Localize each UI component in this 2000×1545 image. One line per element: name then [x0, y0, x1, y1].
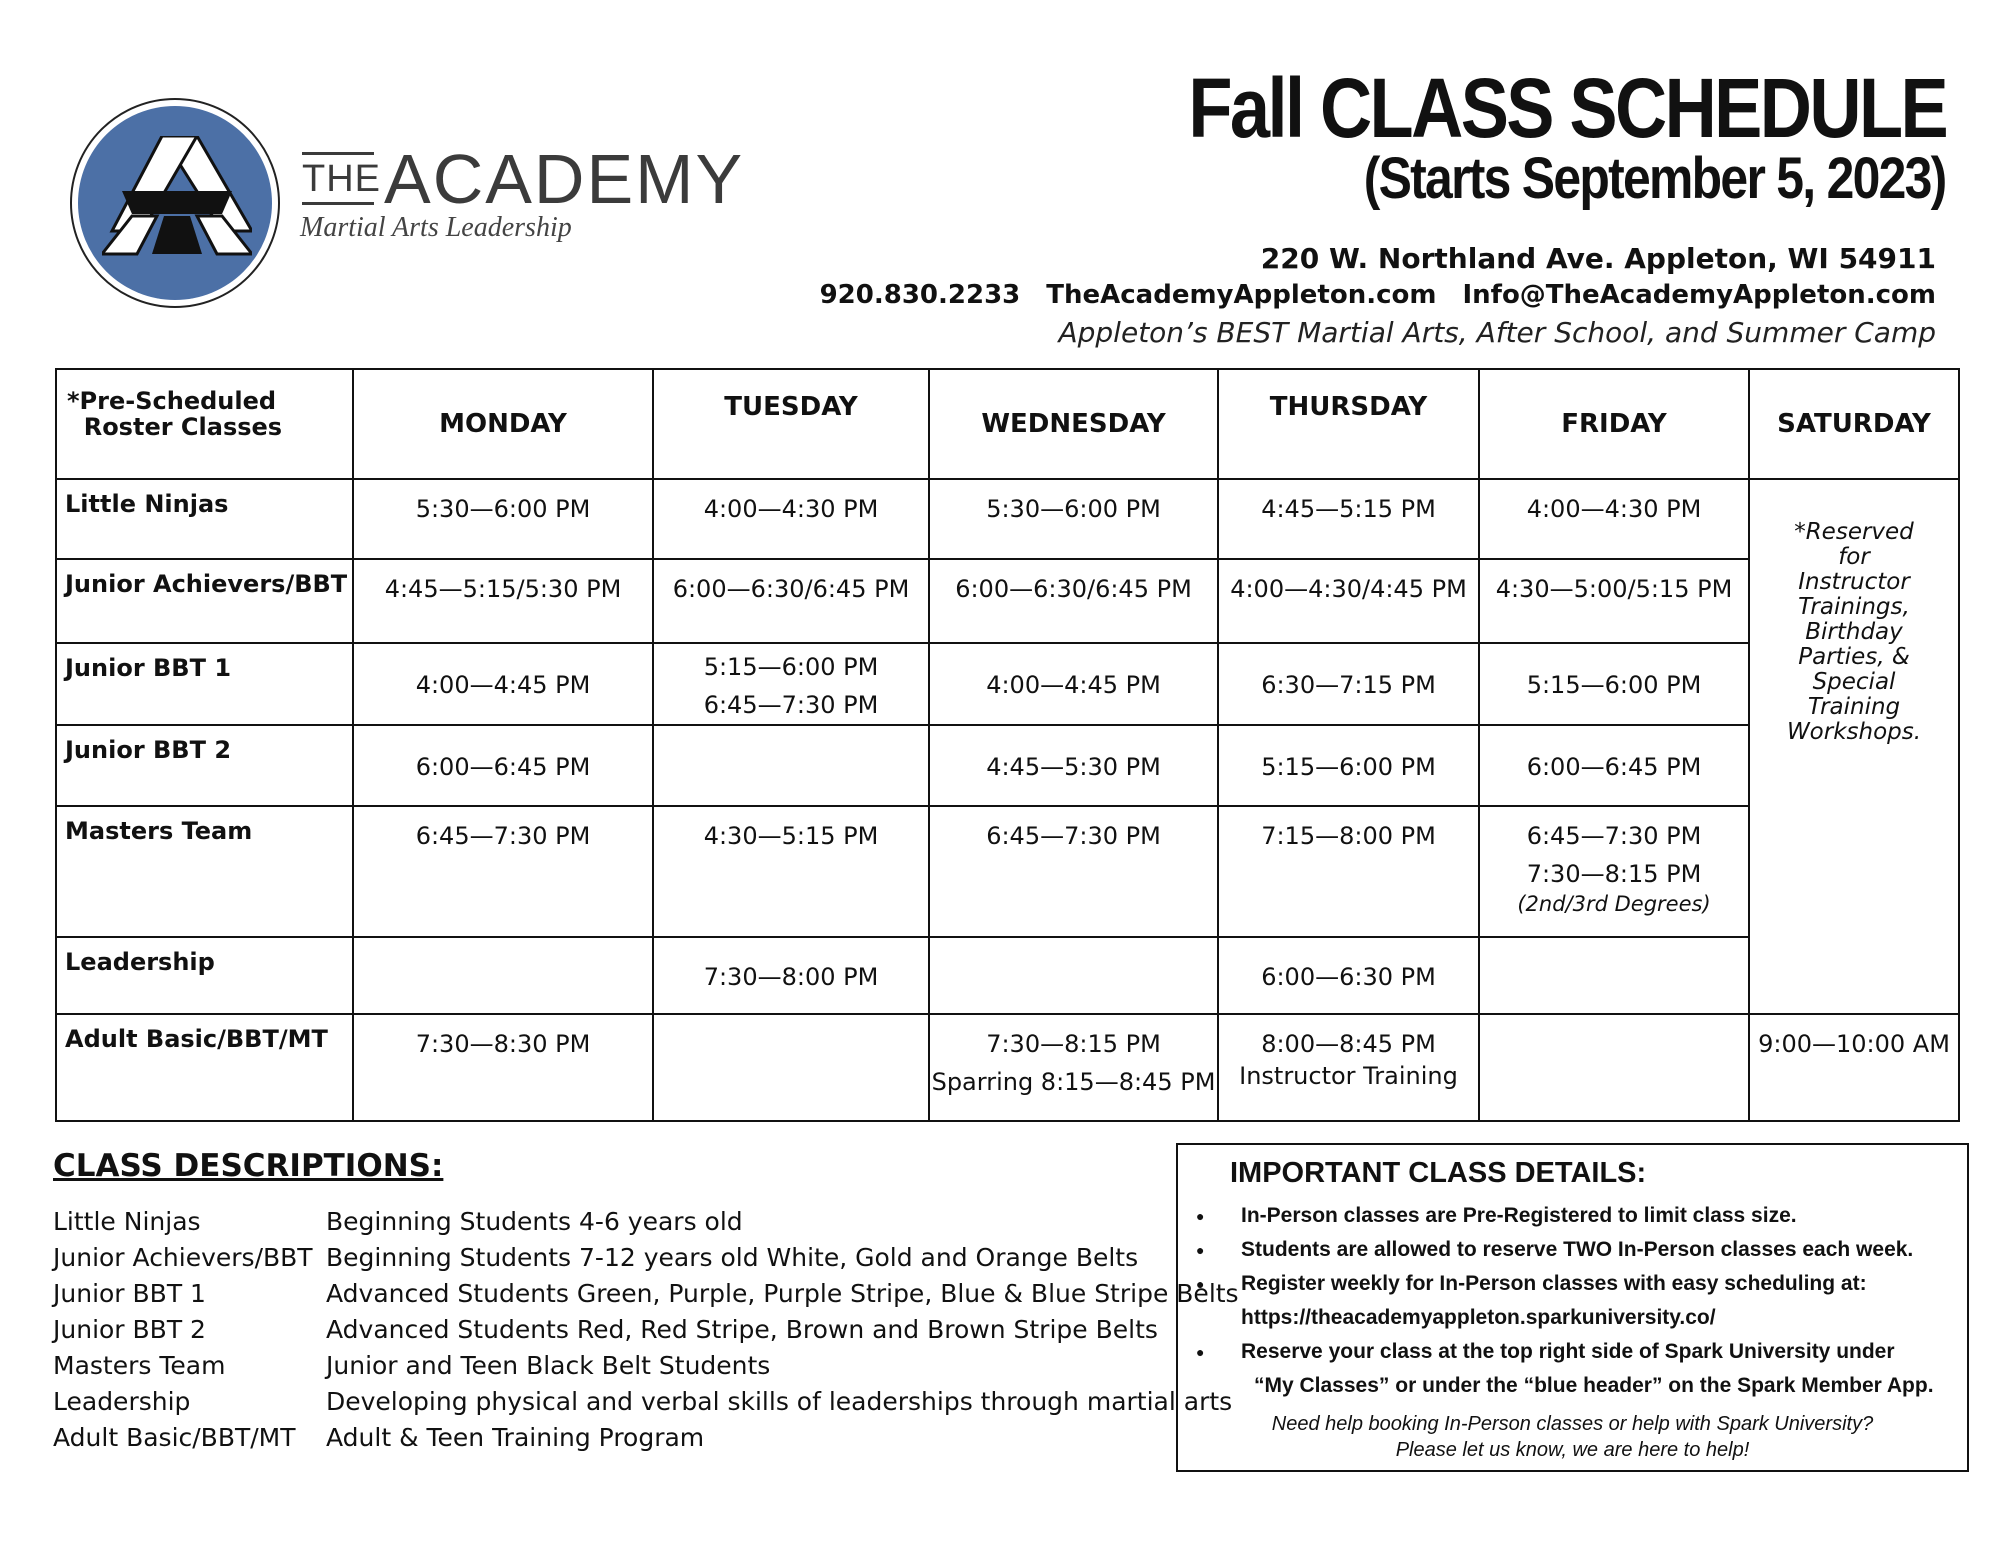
- table-row: [56, 479, 1959, 559]
- time-cell: 9:00—10:00 AM: [1749, 1014, 1959, 1121]
- description-name: Adult Basic/BBT/MT: [53, 1423, 296, 1452]
- time-cell: 4:45—5:15/5:30 PM: [353, 559, 653, 643]
- logo-background: [78, 106, 272, 300]
- time-cell: [1479, 1014, 1749, 1121]
- time-cell: [1218, 1014, 1479, 1121]
- time-cell: 4:00—4:30 PM: [1479, 479, 1749, 559]
- time-note: Instructor Training: [1239, 1062, 1458, 1090]
- table-row: [56, 1014, 1959, 1121]
- corner-label: *Pre-Scheduled Roster Classes: [56, 369, 353, 479]
- details-title: IMPORTANT CLASS DETAILS:: [1230, 1157, 1647, 1189]
- time-slot: 7:30—8:15 PM: [1526, 860, 1702, 888]
- time-slot: 8:00—8:45 PM: [1261, 1030, 1436, 1058]
- day-tuesday: TUESDAY: [653, 369, 929, 479]
- time-cell: 4:00—4:30 PM: [653, 479, 929, 559]
- academy-logo-icon: [102, 136, 252, 256]
- page-title: Fall CLASS SCHEDULE: [1188, 61, 1946, 155]
- detail-item: ● In-Person classes are Pre-Registered to limit class size.: [1196, 1199, 1934, 1233]
- description-name: Junior BBT 2: [53, 1315, 206, 1344]
- class-label: Junior Achievers/BBT: [56, 559, 353, 643]
- time-cell: 6:00—6:30 PM: [1218, 937, 1479, 1014]
- time-cell: 6:00—6:45 PM: [353, 725, 653, 806]
- time-cell: 4:00—4:30/4:45 PM: [1218, 559, 1479, 643]
- important-details-box: [1176, 1143, 1969, 1472]
- time-cell: 6:00—6:30/6:45 PM: [929, 559, 1218, 643]
- detail-item: ● Reserve your class at the top right side of Spark University under: [1196, 1335, 1934, 1369]
- table-row: [56, 937, 1959, 1014]
- academy-logo: [70, 98, 280, 308]
- description-name: Little Ninjas: [53, 1207, 201, 1236]
- detail-item: ● Students are allowed to reserve TWO In-Person classes each week.: [1196, 1233, 1934, 1267]
- header-row: [56, 369, 1959, 479]
- class-label: Masters Team: [56, 806, 353, 937]
- time-slot: 5:15—6:00 PM: [703, 653, 879, 681]
- details-list: [1196, 1199, 1934, 1403]
- class-label: Leadership: [56, 937, 353, 1014]
- brand-name: ACADEMY: [384, 140, 745, 218]
- description-text: Adult & Teen Training Program: [326, 1423, 705, 1452]
- day-monday: MONDAY: [353, 369, 653, 479]
- table-row: [56, 725, 1959, 806]
- time-cell: 4:45—5:30 PM: [929, 725, 1218, 806]
- class-label: Junior BBT 2: [56, 725, 353, 806]
- time-cell: 5:30—6:00 PM: [929, 479, 1218, 559]
- class-label: Little Ninjas: [56, 479, 353, 559]
- table-row: [56, 643, 1959, 725]
- phone: 920.830.2233: [819, 280, 1021, 310]
- time-cell: 4:30—5:00/5:15 PM: [1479, 559, 1749, 643]
- schedule-table: [55, 368, 1960, 1122]
- list-item: [53, 1204, 1239, 1240]
- time-slot: Sparring 8:15—8:45 PM: [931, 1068, 1216, 1096]
- time-cell: [1479, 937, 1749, 1014]
- time-cell: 4:00—4:45 PM: [929, 643, 1218, 725]
- time-cell: [653, 725, 929, 806]
- motto: Appleton’s BEST Martial Arts, After School, and Summer Camp: [1058, 316, 1936, 349]
- time-cell: 7:30—8:00 PM: [653, 937, 929, 1014]
- day-wednesday: WEDNESDAY: [929, 369, 1218, 479]
- description-text: Advanced Students Green, Purple, Purple Stripe, Blue & Blue Stripe Belts: [326, 1279, 1239, 1308]
- list-item: [53, 1348, 1239, 1384]
- time-slot: 6:45—7:30 PM: [1526, 822, 1702, 850]
- time-cell: 7:15—8:00 PM: [1218, 806, 1479, 937]
- time-cell: [929, 937, 1218, 1014]
- time-slot: 7:30—8:15 PM: [986, 1030, 1161, 1058]
- help-line: Need help booking In-Person classes or help with Spark University?: [1271, 1413, 1874, 1435]
- class-label: Junior BBT 1: [56, 643, 353, 725]
- description-name: Leadership: [53, 1387, 191, 1416]
- list-item: [53, 1384, 1239, 1420]
- detail-item: ● Register weekly for In-Person classes with easy scheduling at:: [1196, 1267, 1934, 1301]
- email-link[interactable]: Info@TheAcademyAppleton.com: [1462, 280, 1936, 310]
- brand-the: THE: [302, 158, 381, 201]
- day-thursday: THURSDAY: [1218, 369, 1479, 479]
- time-cell: 5:30—6:00 PM: [353, 479, 653, 559]
- time-cell: 5:15—6:00 PM: [1479, 643, 1749, 725]
- description-text: Beginning Students 4-6 years old: [326, 1207, 743, 1236]
- time-cell: 7:30—8:30 PM: [353, 1014, 653, 1121]
- table-row: [56, 806, 1959, 937]
- time-cell: 6:00—6:30/6:45 PM: [653, 559, 929, 643]
- address: 220 W. Northland Ave. Appleton, WI 54911: [1260, 242, 1936, 275]
- time-cell: 4:45—5:15 PM: [1218, 479, 1479, 559]
- time-cell: 4:00—4:45 PM: [353, 643, 653, 725]
- descriptions-heading: CLASS DESCRIPTIONS:: [53, 1148, 444, 1184]
- description-text: Junior and Teen Black Belt Students: [326, 1351, 771, 1380]
- page-subtitle: (Starts September 5, 2023): [1364, 146, 1946, 211]
- descriptions-list: [53, 1204, 1239, 1456]
- brand-tagline: Martial Arts Leadership: [300, 212, 572, 243]
- time-cell: 6:45—7:30 PM: [353, 806, 653, 937]
- list-item: [53, 1276, 1239, 1312]
- time-cell: [353, 937, 653, 1014]
- detail-continuation: “My Classes” or under the “blue header” on the Spark Member App.: [1254, 1374, 1934, 1397]
- description-name: Junior BBT 1: [53, 1279, 206, 1308]
- time-cell: 5:15—6:00 PM: [1218, 725, 1479, 806]
- time-cell: [653, 1014, 929, 1121]
- time-cell: 6:30—7:15 PM: [1218, 643, 1479, 725]
- help-note: [1178, 1411, 1967, 1463]
- help-line: Please let us know, we are here to help!: [1395, 1439, 1750, 1461]
- description-text: Advanced Students Red, Red Stripe, Brown and Brown Stripe Belts: [326, 1315, 1158, 1344]
- list-item: [53, 1312, 1239, 1348]
- website-link[interactable]: TheAcademyAppleton.com: [1046, 280, 1437, 310]
- time-cell: [929, 1014, 1218, 1121]
- time-note: (2nd/3rd Degrees): [1517, 892, 1711, 916]
- contact-line: [820, 280, 1936, 310]
- time-slot: 6:45—7:30 PM: [703, 691, 879, 719]
- time-cell: 6:00—6:45 PM: [1479, 725, 1749, 806]
- class-label: Adult Basic/BBT/MT: [56, 1014, 353, 1121]
- saturday-note: *Reserved for Instructor Trainings, Birthday Parties, & Special Training Workshops.: [1749, 479, 1959, 1014]
- description-text: Beginning Students 7-12 years old White, Gold and Orange Belts: [326, 1243, 1139, 1272]
- time-cell: 6:45—7:30 PM: [929, 806, 1218, 937]
- list-item: [53, 1240, 1239, 1276]
- day-saturday: SATURDAY: [1749, 369, 1959, 479]
- description-text: Developing physical and verbal skills of leaderships through martial arts: [326, 1387, 1233, 1416]
- time-cell: 4:30—5:15 PM: [653, 806, 929, 937]
- list-item: [53, 1420, 1239, 1456]
- table-row: [56, 559, 1959, 643]
- description-name: Junior Achievers/BBT: [53, 1243, 313, 1272]
- description-name: Masters Team: [53, 1351, 226, 1380]
- time-cell: [1479, 806, 1749, 937]
- registration-link[interactable]: https://theacademyappleton.sparkuniversity.co/: [1241, 1306, 1716, 1329]
- time-cell: [653, 643, 929, 725]
- day-friday: FRIDAY: [1479, 369, 1749, 479]
